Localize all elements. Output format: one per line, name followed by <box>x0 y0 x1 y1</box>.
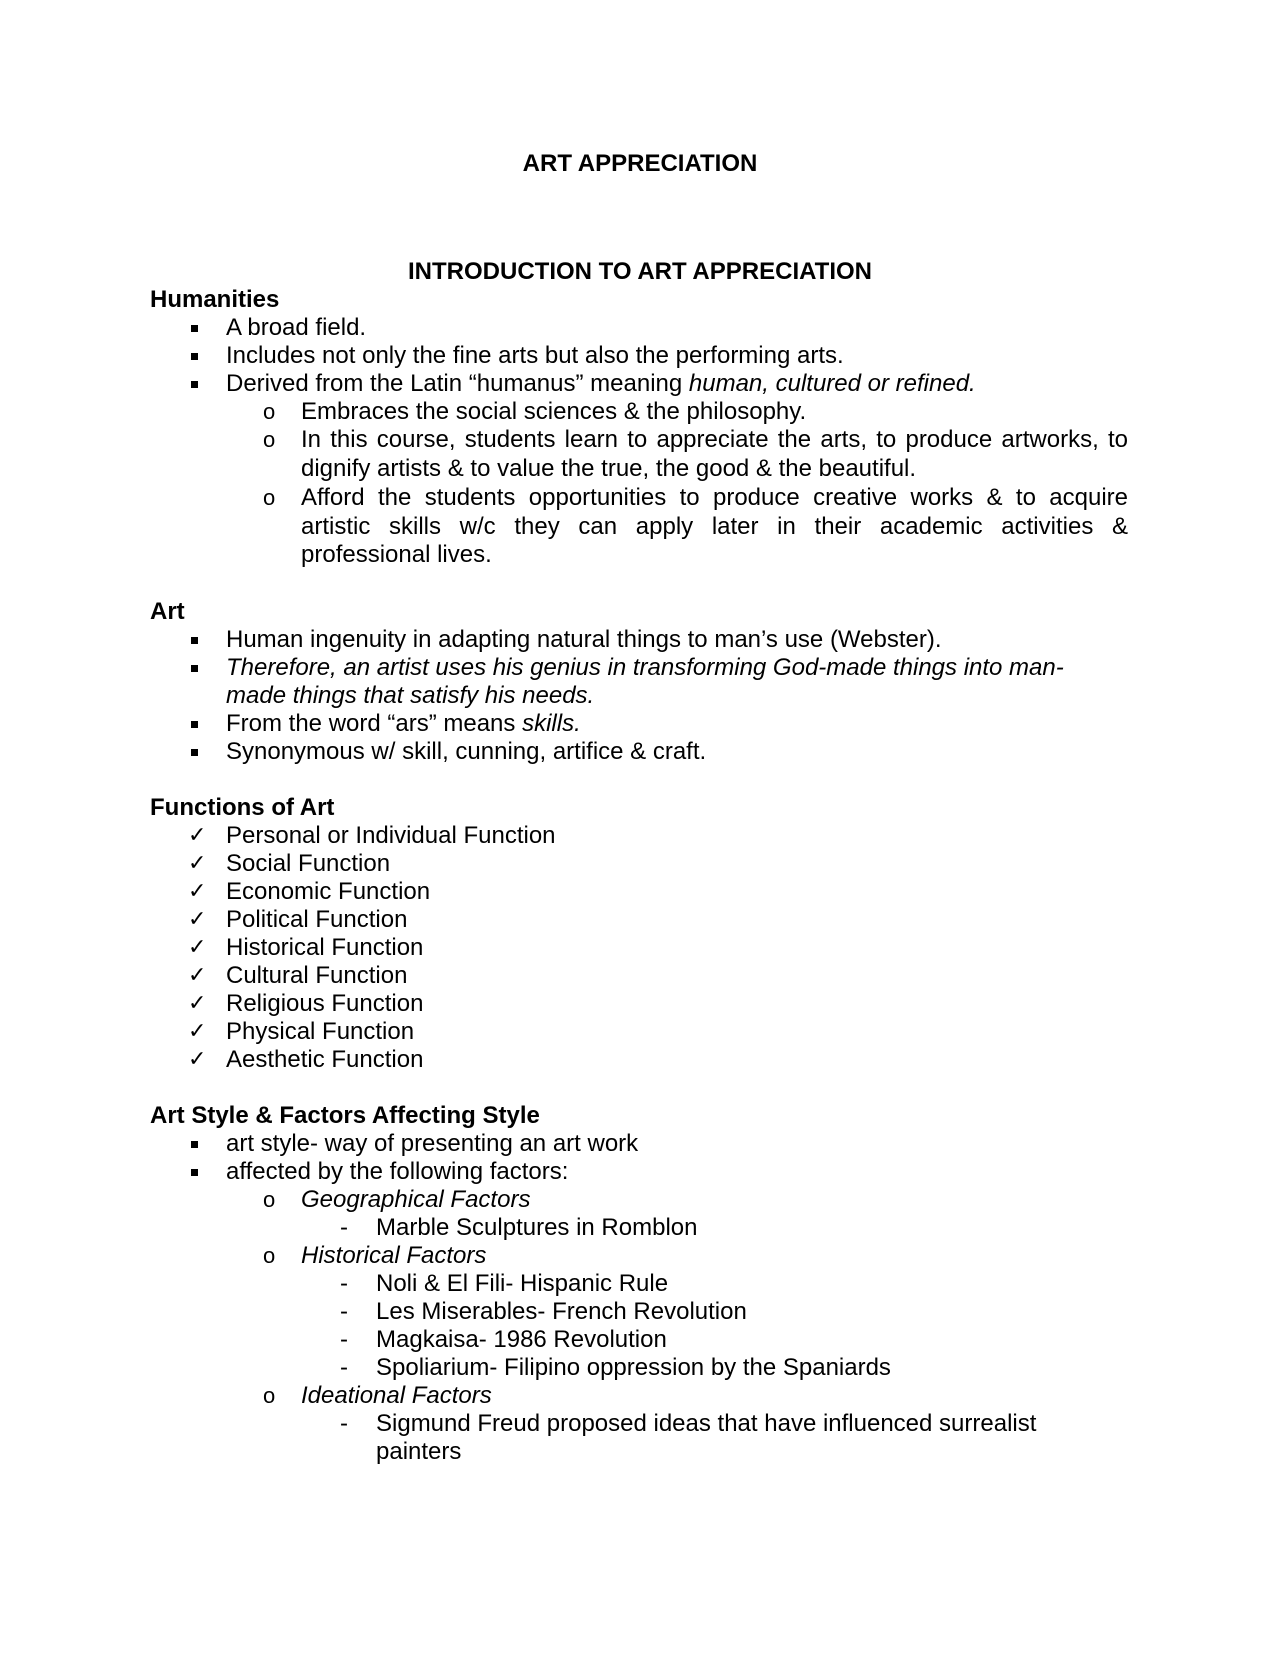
dash-bullet-icon: - <box>340 1354 348 1381</box>
heading-functions: Functions of Art <box>150 794 335 821</box>
dash-bullet-icon: - <box>340 1214 348 1241</box>
circle-bullet-icon: o <box>263 1383 276 1408</box>
circle-bullet-icon: o <box>263 1187 276 1212</box>
heading-humanities: Humanities <box>150 286 280 313</box>
checkmark-icon: ✓ <box>188 1047 207 1072</box>
checkmark-icon: ✓ <box>188 963 207 988</box>
checkmark-icon: ✓ <box>188 907 207 932</box>
square-bullet-icon <box>191 1141 198 1148</box>
square-bullet-icon <box>191 665 198 672</box>
document-page: ART APPRECIATION INTRODUCTION TO ART APPRECIATION Humanities A broad field. Includes not only the fine arts but also the performing arts. Derived from the Latin “humanus” meaning human, cultured or refined. o Embraces the social sciences & the philosophy. o In this course, students learn to appreciate the arts, to produce artworks, to dignify artists & to value the true, the good & the beautiful. o Afford the students opportunities to produce creative works & to acquire artistic skills w/c they can apply later in their academic activities & professional lives. Art Human ingenuity in adapting natural things to man’s use (Webster). Therefore, an artist uses his genius in transforming God-made things into man- made things that satisfy his needs. From the word “ars” means skills. Synonymous w/ skill, cunning, artifice & craft. Functions of Art ✓ Personal or Individual Function ✓ Social Function ✓ Economic Function ✓ Political Function ✓ Historical Function ✓ Cultural Function ✓ Religious Function ✓ Physical Function ✓ Aesthetic Function Art Style & Factors Affecting Style art style- way of presenting an art work affected by the following factors: o Geographical Factors - Marble Sculptures in Romblon o Historical Factors - Noli & El Fili- Hispanic Rule - Les Miserables- French Revolution - Magkaisa- 1986 Revolution - Spoliarium- Filipino oppression by the Spaniards o Ideational Factors - Sigmund Freud proposed ideas that have influenced surrealist painters <box>0 0 1280 1656</box>
checkmark-icon: ✓ <box>188 935 207 960</box>
dash-bullet-icon: - <box>340 1326 348 1353</box>
heading-art: Art <box>150 598 185 625</box>
circle-bullet-icon: o <box>263 485 276 510</box>
circle-bullet-icon: o <box>263 1243 276 1268</box>
document-title: ART APPRECIATION <box>522 150 758 177</box>
section-title: INTRODUCTION TO ART APPRECIATION <box>408 258 872 285</box>
dash-bullet-icon: - <box>340 1410 348 1437</box>
circle-bullet-icon: o <box>263 427 276 452</box>
square-bullet-icon <box>191 353 198 360</box>
checkmark-icon: ✓ <box>188 1019 207 1044</box>
square-bullet-icon <box>191 721 198 728</box>
square-bullet-icon <box>191 1169 198 1176</box>
dash-bullet-icon: - <box>340 1270 348 1297</box>
square-bullet-icon <box>191 637 198 644</box>
checkmark-icon: ✓ <box>188 879 207 904</box>
square-bullet-icon <box>191 749 198 756</box>
checkmark-icon: ✓ <box>188 991 207 1016</box>
checkmark-icon: ✓ <box>188 823 207 848</box>
dash-bullet-icon: - <box>340 1298 348 1325</box>
heading-art-style: Art Style & Factors Affecting Style <box>150 1102 540 1129</box>
checkmark-icon: ✓ <box>188 851 207 876</box>
square-bullet-icon <box>191 325 198 332</box>
circle-bullet-icon: o <box>263 399 276 424</box>
square-bullet-icon <box>191 381 198 388</box>
